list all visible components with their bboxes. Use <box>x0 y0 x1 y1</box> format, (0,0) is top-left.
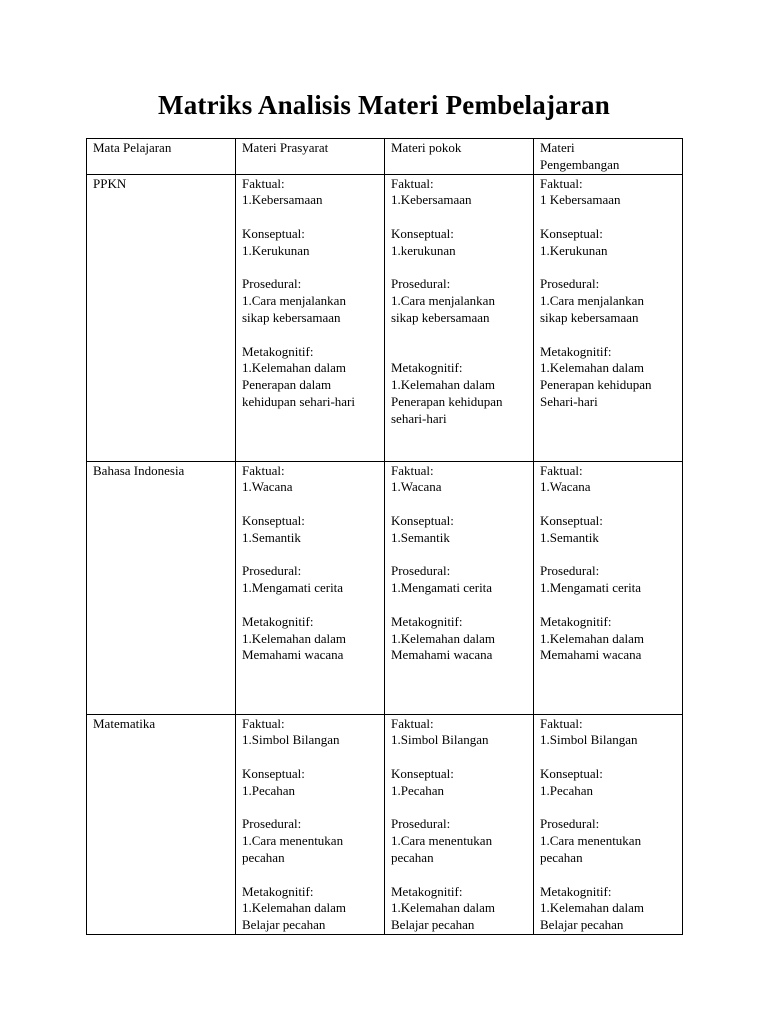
header-cell-development: Materi Pengembangan <box>534 139 683 175</box>
table-row <box>87 461 683 714</box>
development-cell: Faktual: 1.Wacana Konseptual: 1.Semantik Prosedural: 1.Mengamati cerita Metakognitif: 1.Kelemahan dalam Memahami wacana <box>534 461 683 714</box>
document-title: Matriks Analisis Materi Pembelajaran <box>158 90 610 120</box>
prerequisite-cell: Faktual: 1.Simbol Bilangan Konseptual: 1.Pecahan Prosedural: 1.Cara menentukan pecahan Metakognitif: 1.Kelemahan dalam Belajar pecahan <box>236 714 385 934</box>
analysis-matrix-table <box>86 138 683 935</box>
core-cell: Faktual: 1.Wacana Konseptual: 1.Semantik Prosedural: 1.Mengamati cerita Metakognitif: 1.Kelemahan dalam Memahami wacana <box>385 461 534 714</box>
prerequisite-cell: Faktual: 1.Wacana Konseptual: 1.Semantik Prosedural: 1.Mengamati cerita Metakognitif: 1.Kelemahan dalam Memahami wacana <box>236 461 385 714</box>
core-cell: Faktual: 1.Kebersamaan Konseptual: 1.kerukunan Prosedural: 1.Cara menjalankan sikap kebersamaan Metakognitif: 1.Kelemahan dalam Penerapan kehidupan sehari-hari <box>385 174 534 461</box>
prerequisite-cell: Faktual: 1.Kebersamaan Konseptual: 1.Kerukunan Prosedural: 1.Cara menjalankan sikap kebersamaan Metakognitif: 1.Kelemahan dalam Penerapan dalam kehidupan sehari-hari <box>236 174 385 461</box>
table-row <box>87 174 683 461</box>
subject-cell: PPKN <box>87 174 236 461</box>
table-header-row <box>87 139 683 175</box>
table-row <box>87 714 683 934</box>
subject-cell: Bahasa Indonesia <box>87 461 236 714</box>
development-cell: Faktual: 1 Kebersamaan Konseptual: 1.Kerukunan Prosedural: 1.Cara menjalankan sikap kebersamaan Metakognitif: 1.Kelemahan dalam Penerapan kehidupan Sehari-hari <box>534 174 683 461</box>
development-cell: Faktual: 1.Simbol Bilangan Konseptual: 1.Pecahan Prosedural: 1.Cara menentukan pecahan Metakognitif: 1.Kelemahan dalam Belajar pecahan <box>534 714 683 934</box>
core-cell: Faktual: 1.Simbol Bilangan Konseptual: 1.Pecahan Prosedural: 1.Cara menentukan pecahan Metakognitif: 1.Kelemahan dalam Belajar pecahan <box>385 714 534 934</box>
subject-cell: Matematika <box>87 714 236 934</box>
header-cell-prerequisite: Materi Prasyarat <box>236 139 385 175</box>
header-cell-subject: Mata Pelajaran <box>87 139 236 175</box>
header-cell-core: Materi pokok <box>385 139 534 175</box>
